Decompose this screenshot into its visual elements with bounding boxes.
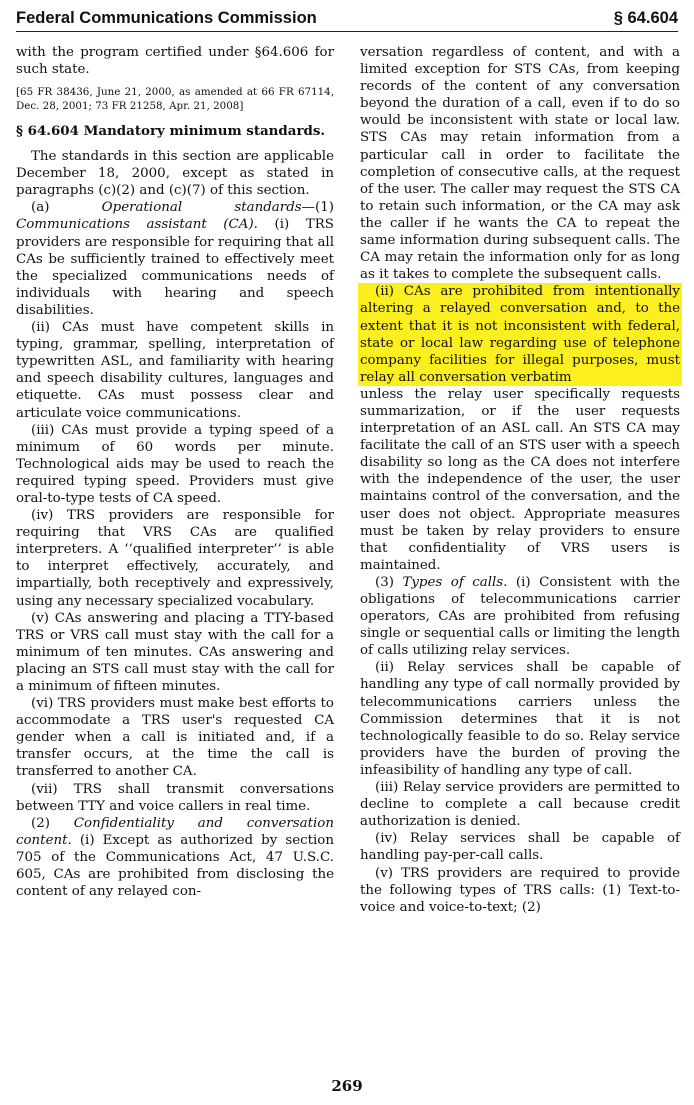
communications-assistant-heading: Communications assistant (CA).: [16, 217, 258, 233]
paragraph-intro: The standards in this section are applicable December 18, 2000, except as stated in paragraphs (c)(2) and (c)(7) of this section.: [16, 149, 334, 199]
paragraph-a1-i-text: (i) TRS providers are responsible for requiring that all CAs be sufficiently trained to effectively meet the specialized communications needs of individuals with hearing and speech disabilities.: [16, 217, 334, 318]
section-heading: § 64.604 Mandatory minimum standards.: [16, 123, 326, 139]
paragraph-a3-lead: (3): [375, 574, 394, 590]
paragraph-a2-i-continued: versation regardless of content, and with a limited exception for STS CAs, from keeping records of the content of any conversation beyond the duration of a call, even if to do so would be inconsistent with state or local law. STS CAs may retain information from a particular call in order to facilitate the completion of consecutive calls, at the request of the user. The caller may request the STS CA to retain such information, or the CA may ask the caller if he wants the CA to repeat the same information during subsequent calls. The CA may retain the information only for as long as it takes to complete the subsequent calls.: [360, 45, 680, 283]
right-column: [360, 44, 680, 916]
paragraph-a1-vii: (vii) TRS shall transmit conversations between TTY and voice callers in real time.: [16, 781, 334, 814]
paragraph-a2-ii: [360, 283, 680, 574]
page-number: 269: [331, 1077, 363, 1095]
paragraph-a1-iii: (iii) CAs must provide a typing speed of a minimum of 60 words per minute. Technological aids may be used to reach the required typing speed. Providers must give oral-to-type tests of CA speed.: [16, 422, 334, 506]
paragraph-a1-v: (v) CAs answering and placing a TTY-based TRS or VRS call must stay with the call for a minimum of ten minutes. CAs answering and placing an STS call must stay with the call for a minimum of fifteen minutes.: [16, 610, 334, 694]
paragraph-a-lead: (a): [31, 200, 50, 216]
confidentiality-heading: Confidentiality and conversation content.: [16, 815, 334, 848]
left-column: [16, 44, 334, 900]
paragraph-a3-v: (v) TRS providers are required to provide the following types of TRS calls: (1) Text-to-voice and voice-to-text; (2): [360, 865, 680, 915]
paragraph-a3-iii: (iii) Relay service providers are permitted to decline to complete a call because credit authorization is denied.: [360, 780, 680, 830]
citation: [65 FR 38436, June 21, 2000, as amended at 66 FR 67114, Dec. 28, 2001; 73 FR 21258, Apr. 21, 2008]: [16, 86, 334, 112]
section-number: § 64.604: [613, 9, 678, 27]
paragraph-a1-i: [16, 199, 334, 319]
paragraph-a3-i-text: (i) Consistent with the obligations of telecommunications carrier operators, CAs are prohibited from refusing single or sequential calls or limiting the length of calls utilizing relay services.: [360, 574, 680, 659]
paragraph-a2-ii-rest: unless the relay user specifically requests summarization, or if the user requests interpretation of an ASL call. An STS CA may facilitate the call of an STS user with a speech disability so long as the CA does not interfere with the independence of the user, the user maintains control of the conversation, and the user does not object. Appropriate measures must be taken by relay providers to ensure that confidentiality of VRS users is maintained.: [360, 386, 680, 573]
highlighted-passage: (ii) CAs are prohibited from intentionally altering a relayed conversation and, to the extent that it is not inconsistent with federal, state or local law regarding use of telephone company facilities for illegal purposes, must relay all conversation verbatim: [360, 284, 680, 385]
paragraph-a1-vi: (vi) TRS providers must make best efforts to accommodate a TRS user's requested CA gender when a call is initiated and, if a transfer occurs, at the time the call is transferred to another CA.: [16, 696, 334, 780]
paragraph-a1-ii: (ii) CAs must have competent skills in typing, grammar, spelling, interpretation of typewritten ASL, and familiarity with hearing and speech disability cultures, languages and etiquette. CAs must possess clear and articulate voice communications.: [16, 320, 334, 421]
agency-title: Federal Communications Commission: [16, 9, 317, 27]
paragraph-a3-i: [360, 574, 680, 659]
running-header: [16, 9, 678, 32]
paragraph-a2-i: [16, 815, 334, 900]
paragraph-a3-ii: (ii) Relay services shall be capable of handling any type of call normally provided by telecommunications carriers unless the Commission determines that it is not technologically feasible to do so. Relay service providers have the burden of proving the infeasibility of handling any type of call.: [360, 660, 680, 778]
types-of-calls-heading: Types of calls.: [402, 574, 508, 590]
paragraph-a3-iv: (iv) Relay services shall be capable of handling pay-per-call calls.: [360, 831, 680, 864]
operational-standards-heading: Operational standards: [101, 200, 302, 216]
continuation-text: with the program certified under §64.606 for such state.: [16, 45, 334, 78]
paragraph-a1-iv: (iv) TRS providers are responsible for requiring that VRS CAs are qualified interpreters. A ‘‘qualified interpreter’’ is able to interpret effectively, accurately, and impartially, both receptively and expressively, using any necessary specialized vocabulary.: [16, 508, 334, 609]
paragraph-a2-i-text: (i) Except as authorized by section 705 of the Communications Act, 47 U.S.C. 605, CAs are prohibited from disclosing the content of any relayed con-: [16, 832, 334, 900]
paragraph-a1-lead: —(1): [301, 200, 334, 216]
paragraph-a2-lead: (2): [31, 815, 50, 831]
